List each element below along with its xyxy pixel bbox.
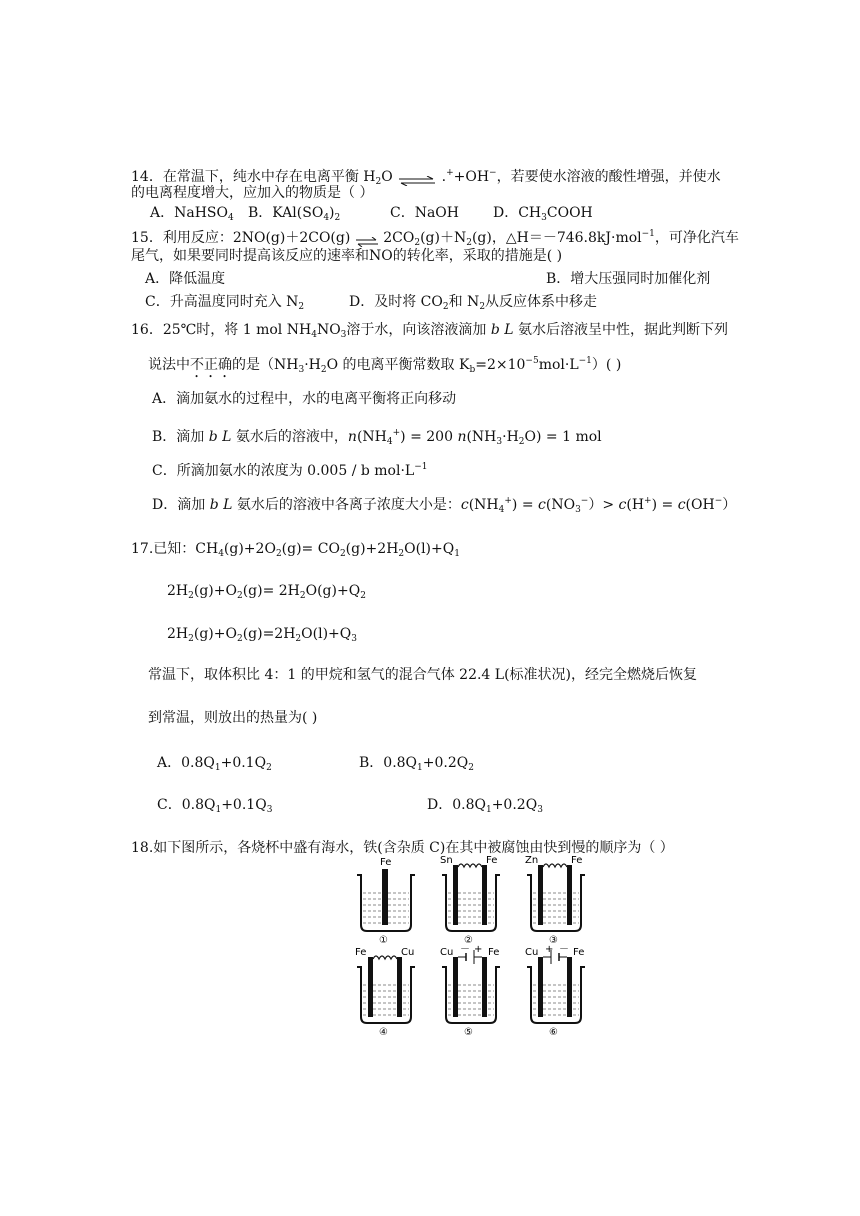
q16-line1: 16．25℃时，将 1 mol $NH_4NO_3$溶于水，向该溶液滴加 b L 氨水后溶液呈中性，据此判断下列 <box>131 322 729 340</box>
q15-option-c: C．升高温度同时充入 $N_2$ <box>145 294 305 312</box>
q14-line2: 的电离程度增大，应加入的物质是（ ） <box>131 185 374 201</box>
q16-option-b: B．滴加 b L 氨水后的溶液中，$n(NH_4^+) = 200$ $n(NH_3\cdot H_2O) = 1$ mol <box>152 428 602 447</box>
beaker-5 <box>440 944 500 1035</box>
q17-line5: 到常温，则放出的热量为( ) <box>148 710 318 726</box>
beaker-2 <box>440 855 500 946</box>
q18-line1: 18.如下图所示，各烧杯中盛有海水，铁(含杂质 C)在其中被腐蚀由快到慢的顺序为（ ） <box>131 840 674 856</box>
equilibrium-arrow-icon <box>355 233 379 243</box>
beaker-5-right-label: Fe <box>488 947 500 958</box>
beaker-4-right-label: Cu <box>401 947 415 958</box>
q14-option-c: C．NaOH <box>390 205 459 221</box>
beaker-6-number: ⑥ <box>549 1027 558 1035</box>
q16-option-d: D．滴加 b L 氨水后的溶液中各离子浓度大小是：$c(NH_4^+) = c(NO_3^-)> c(H^+) = c(OH^-)$ <box>152 496 737 515</box>
beaker-6-left-label: Cu <box>525 947 539 958</box>
q14-option-d: D．$CH_3COOH$ <box>493 205 593 223</box>
emphasis-not-correct: 不正确 <box>190 357 232 373</box>
beaker-4 <box>355 947 415 1035</box>
q15-option-a: A．降低温度 <box>145 271 226 287</box>
beaker-4-number: ④ <box>379 1027 388 1035</box>
beaker-1 <box>357 857 415 946</box>
beaker-3-right-label: Fe <box>571 855 583 866</box>
beaker-3-left-label: Zn <box>525 855 539 866</box>
beaker-2-right-label: Fe <box>486 855 498 866</box>
equilibrium-arrow-icon <box>397 172 437 182</box>
corrosion-beakers-figure <box>355 855 595 1035</box>
q14-option-a: A．NaHSO$_4$ <box>150 205 234 223</box>
beaker-6 <box>525 944 585 1035</box>
beaker-5-left-label: Cu <box>440 947 454 958</box>
beaker-1-number: ① <box>379 935 388 946</box>
q17-equation1: 17.已知：$CH_4(g)+2O_2(g)= CO_2(g)+2H_2O(l)+Q_1$ <box>131 541 460 559</box>
q14-option-b: B．$KAl(SO_4)_2$ <box>248 205 341 223</box>
q15-option-d: D．及时将 $CO_2$和 $N_2$从反应体系中移走 <box>349 294 598 312</box>
q17-option-c: C．$0.8Q_1+0.1Q_3$ <box>157 797 273 815</box>
q16-line2: 说法中不正确的是（$NH_3\cdot H_2O$ 的电离平衡常数取 $K_b=2\times 10^{-5}mol\cdot L^{-1}$）( ) <box>148 356 622 375</box>
q17-equation3: $2H_2(g)+O_2(g)=2H_2O(l)+Q_3$ <box>167 626 357 644</box>
q17-option-a: A．$0.8Q_1+0.1Q_2$ <box>157 755 272 773</box>
q15-line2: 尾气，如果要同时提高该反应的速率和NO的转化率，采取的措施是( ) <box>131 248 563 264</box>
q16-option-c: C．所滴加氨水的浓度为 0.005 / b $mol\cdot L^{-1}$ <box>152 462 428 479</box>
beaker-3 <box>525 855 585 946</box>
q17-option-b: B．$0.8Q_1+0.2Q_2$ <box>359 755 474 773</box>
q16-option-a: A．滴加氨水的过程中，水的电离平衡将正向移动 <box>152 391 457 407</box>
q17-option-d: D．$0.8Q_1+0.2Q_3$ <box>427 797 543 815</box>
beaker-2-left-label: Sn <box>440 855 453 866</box>
beaker-4-left-label: Fe <box>355 947 367 958</box>
beaker-6-right-label: Fe <box>573 947 585 958</box>
beaker-1-label: Fe <box>380 857 392 868</box>
beaker-5-minus: － <box>460 944 470 955</box>
q15-line1: 15．利用反应：2NO(g)＋2CO(g) $2CO_2(g)+N_2(g)$，△H＝－746.8kJ·mol$^{-1}$，可净化汽车 <box>131 229 739 248</box>
q15-option-b: B．增大压强同时加催化剂 <box>546 271 711 287</box>
beaker-3-number: ③ <box>549 935 558 946</box>
beaker-5-number: ⑤ <box>464 1027 473 1035</box>
q17-equation2: $2H_2(g)+O_2(g)= 2H_2O(g)+Q_2$ <box>167 583 366 601</box>
beaker-2-number: ② <box>464 935 473 946</box>
beaker-5-plus: + <box>474 944 483 955</box>
q14-line1: 14．在常温下，纯水中存在电离平衡 $H_2O$ .++OH−，若要使水溶液的酸性增强，并使水 <box>131 168 721 187</box>
beaker-6-plus: + <box>545 944 554 955</box>
q17-line4: 常温下，取体积比 4：1 的甲烷和氢气的混合气体 22.4 L(标准状况)，经完全燃烧后恢复 <box>148 667 698 683</box>
beaker-6-minus: － <box>559 944 569 955</box>
